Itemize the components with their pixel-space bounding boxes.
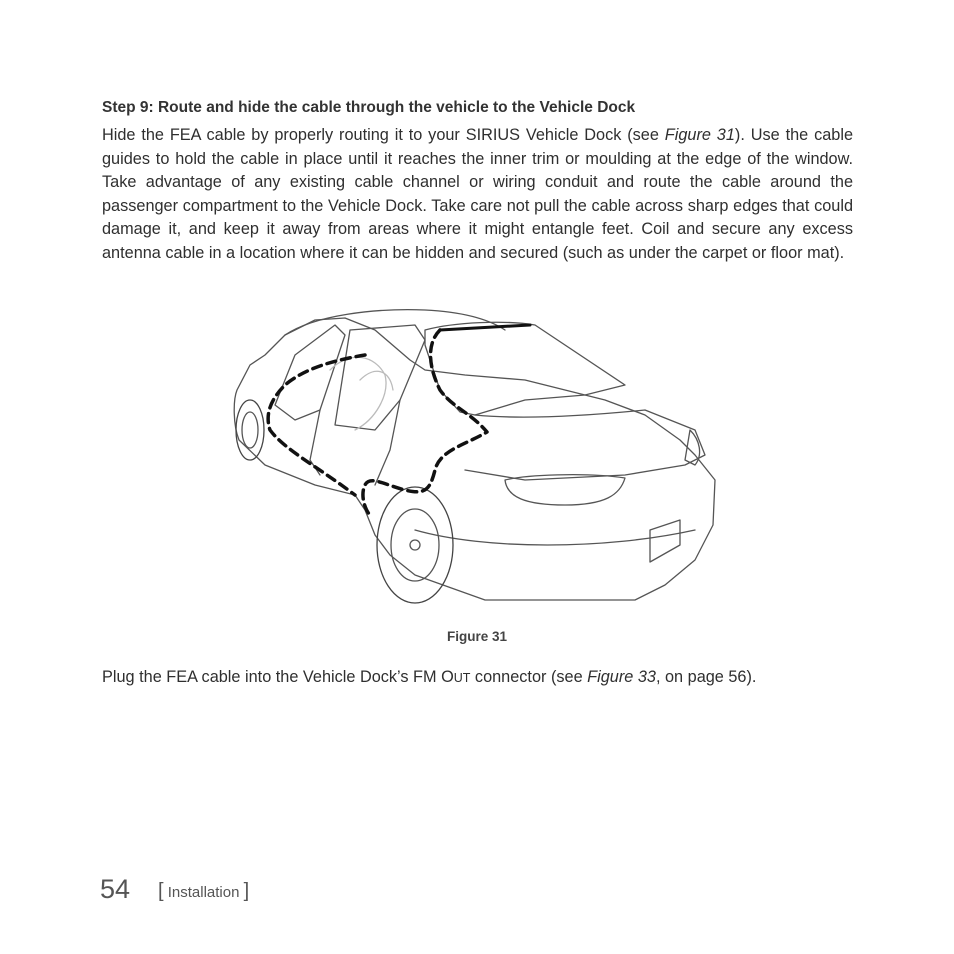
para-text: Hide the FEA cable by properly routing it to your SIRIUS Vehicle Dock (see: [102, 126, 665, 144]
license-plate: [650, 520, 680, 562]
figure-caption: Figure 31: [446, 629, 508, 644]
para-text: connector (see: [470, 668, 588, 686]
close-bracket: ]: [243, 880, 250, 902]
smallcaps-text: UT: [453, 671, 471, 685]
instruction-paragraph: [102, 124, 853, 265]
cable-antenna: [440, 325, 530, 330]
rear-wheel: [377, 487, 453, 603]
rear-window: [425, 322, 625, 415]
side-window-rear: [335, 325, 425, 430]
section-name: Installation: [167, 884, 240, 901]
rear-wheel-hub: [391, 509, 439, 581]
figure-reference: Figure 33: [587, 668, 656, 686]
page-number: 54: [100, 874, 131, 904]
open-bracket: [: [158, 880, 164, 902]
figure-reference: Figure 31: [664, 126, 735, 144]
trunk-lid: [465, 410, 705, 480]
car-roof: [285, 310, 505, 335]
section-label: [158, 880, 249, 903]
front-wheel-hub: [242, 412, 258, 448]
side-window-front: [275, 325, 345, 420]
seat-outline: [360, 371, 393, 390]
hub-center: [410, 540, 420, 550]
step-heading: Step 9: Route and hide the cable through the vehicle to the Vehicle Dock: [102, 99, 636, 116]
para-text: , on page 56).: [655, 668, 757, 686]
cable-route-dashed: [268, 330, 487, 515]
car-cable-route-illustration: [225, 300, 725, 620]
instruction-paragraph-2: [102, 666, 853, 690]
rear-bumper: [415, 530, 695, 545]
para-text: Plug the FEA cable into the Vehicle Dock’s FM O: [102, 668, 454, 686]
seat-outline: [330, 357, 386, 430]
para-text: ). Use the cable guides to hold the cable in place until it reaches the inner trim or moulding at the edge of the window. Take advantage of any existing cable channel or wiring conduit and route the cable around the passenger compartment to the Vehicle Dock. Take care not pull the cable across sharp edges that could damage it, and keep it away from areas where it might entangle feet. Coil and secure any excess antenna cable in a location where it can be hidden and secured (such as under the carpet or floor mat).: [102, 126, 853, 262]
door-line: [375, 400, 400, 485]
